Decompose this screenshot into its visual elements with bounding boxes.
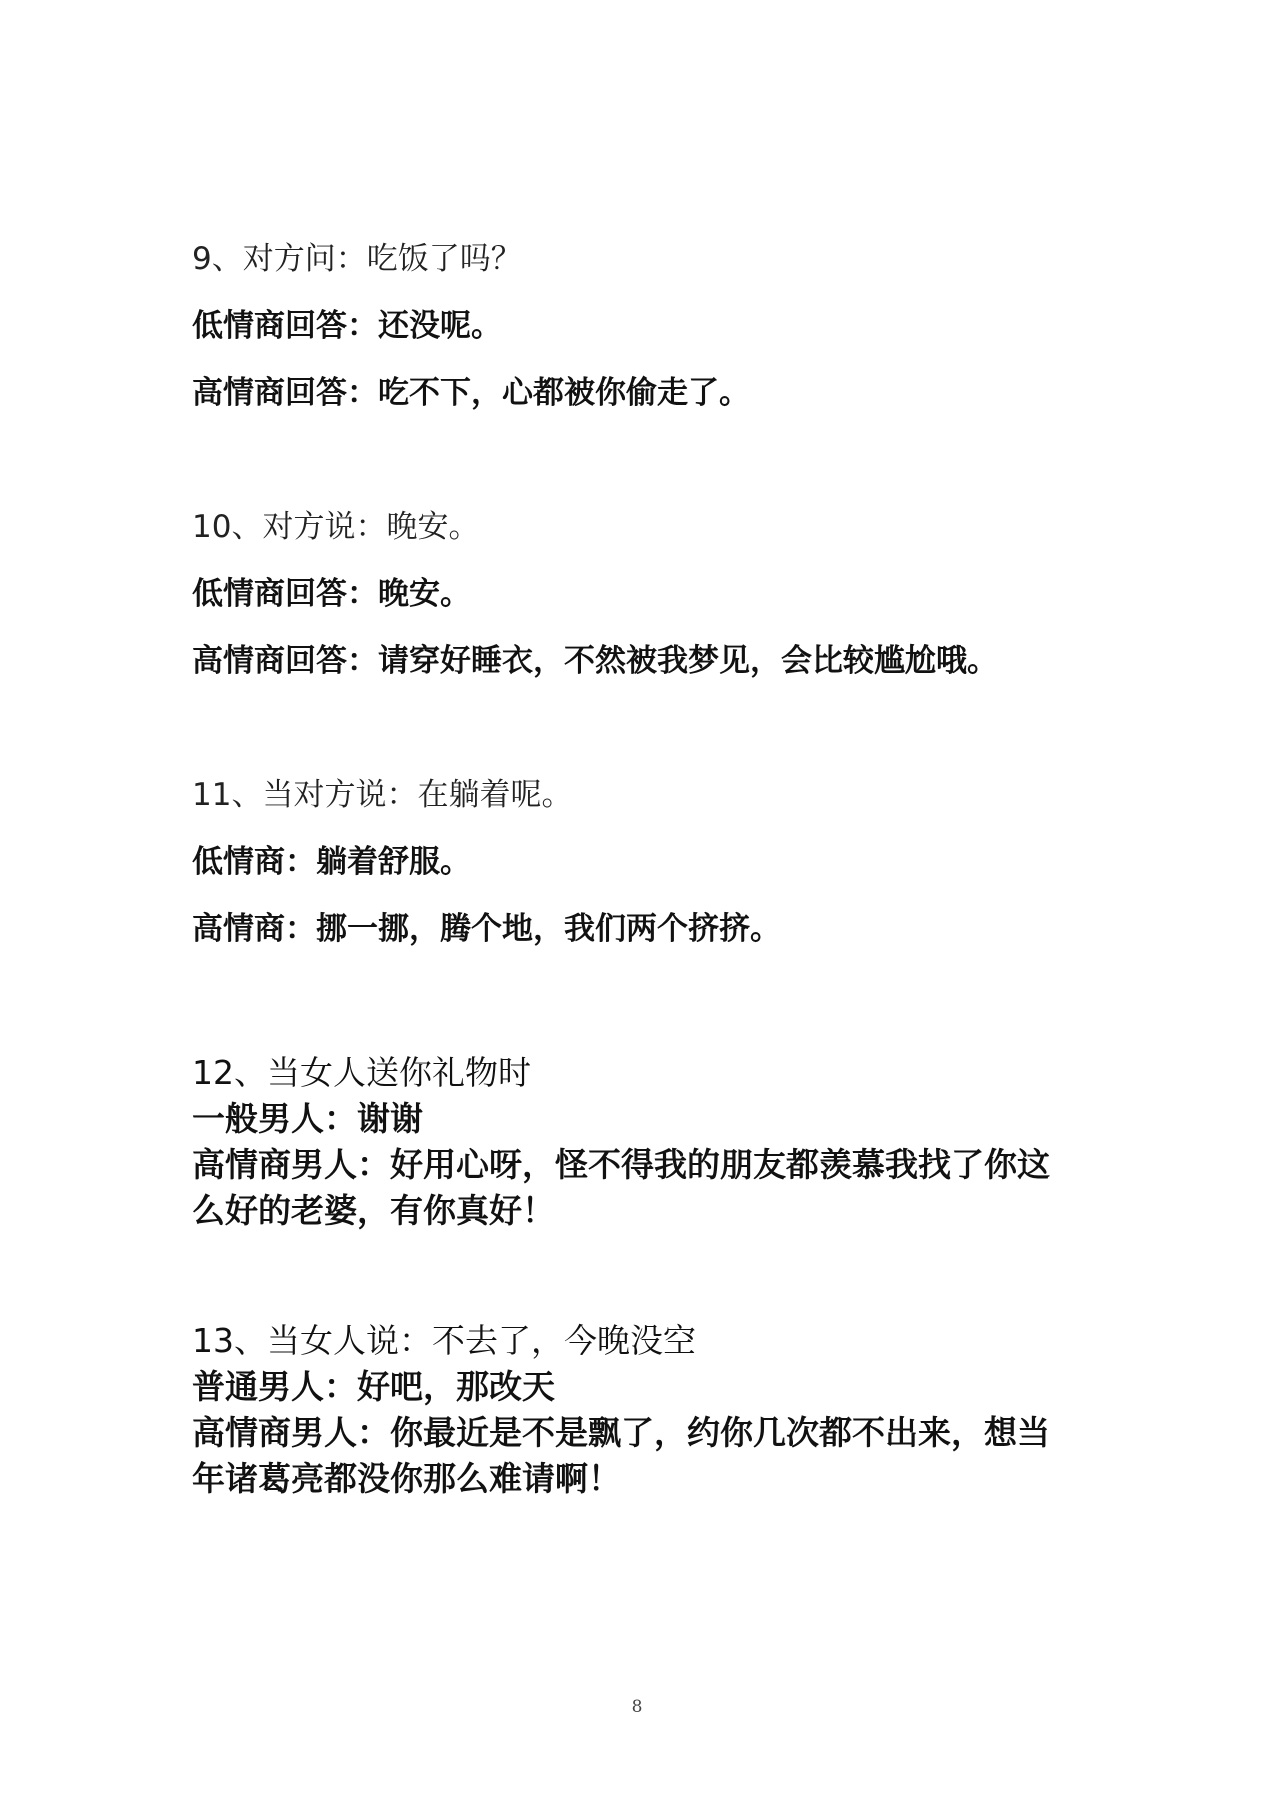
low-eq-answer-11: 低情商：躺着舒服。 — [192, 844, 471, 880]
high-eq-answer-13-line1: 高情商男人：你最近是不是飘了，约你几次都不出来，想当 — [192, 1413, 1050, 1452]
page-number: 8 — [631, 1697, 643, 1717]
question-11: 11、当对方说：在躺着呢。 — [192, 777, 573, 813]
high-eq-answer-13-line2: 年诸葛亮都没你那么难请啊！ — [192, 1459, 621, 1498]
high-eq-answer-12-line1: 高情商男人：好用心呀，怪不得我的朋友都羡慕我找了你这 — [192, 1145, 1050, 1184]
high-eq-answer-11: 高情商：挪一挪，腾个地，我们两个挤挤。 — [192, 911, 781, 947]
ordinary-answer-12: 一般男人：谢谢 — [192, 1099, 423, 1138]
high-eq-answer-12-line2: 么好的老婆，有你真好！ — [192, 1191, 555, 1230]
high-eq-answer-10: 高情商回答：请穿好睡衣，不然被我梦见，会比较尴尬哦。 — [192, 643, 998, 679]
high-eq-answer-9: 高情商回答：吃不下，心都被你偷走了。 — [192, 375, 750, 411]
question-12: 12、当女人送你礼物时 — [192, 1053, 531, 1092]
low-eq-answer-10: 低情商回答：晚安。 — [192, 576, 471, 612]
ordinary-answer-13: 普通男人：好吧，那改天 — [192, 1367, 555, 1406]
low-eq-answer-9: 低情商回答：还没呢。 — [192, 308, 502, 344]
question-10: 10、对方说：晚安。 — [192, 509, 480, 545]
question-13: 13、当女人说：不去了，今晚没空 — [192, 1321, 696, 1360]
question-9: 9、对方问：吃饭了吗？ — [192, 241, 522, 277]
